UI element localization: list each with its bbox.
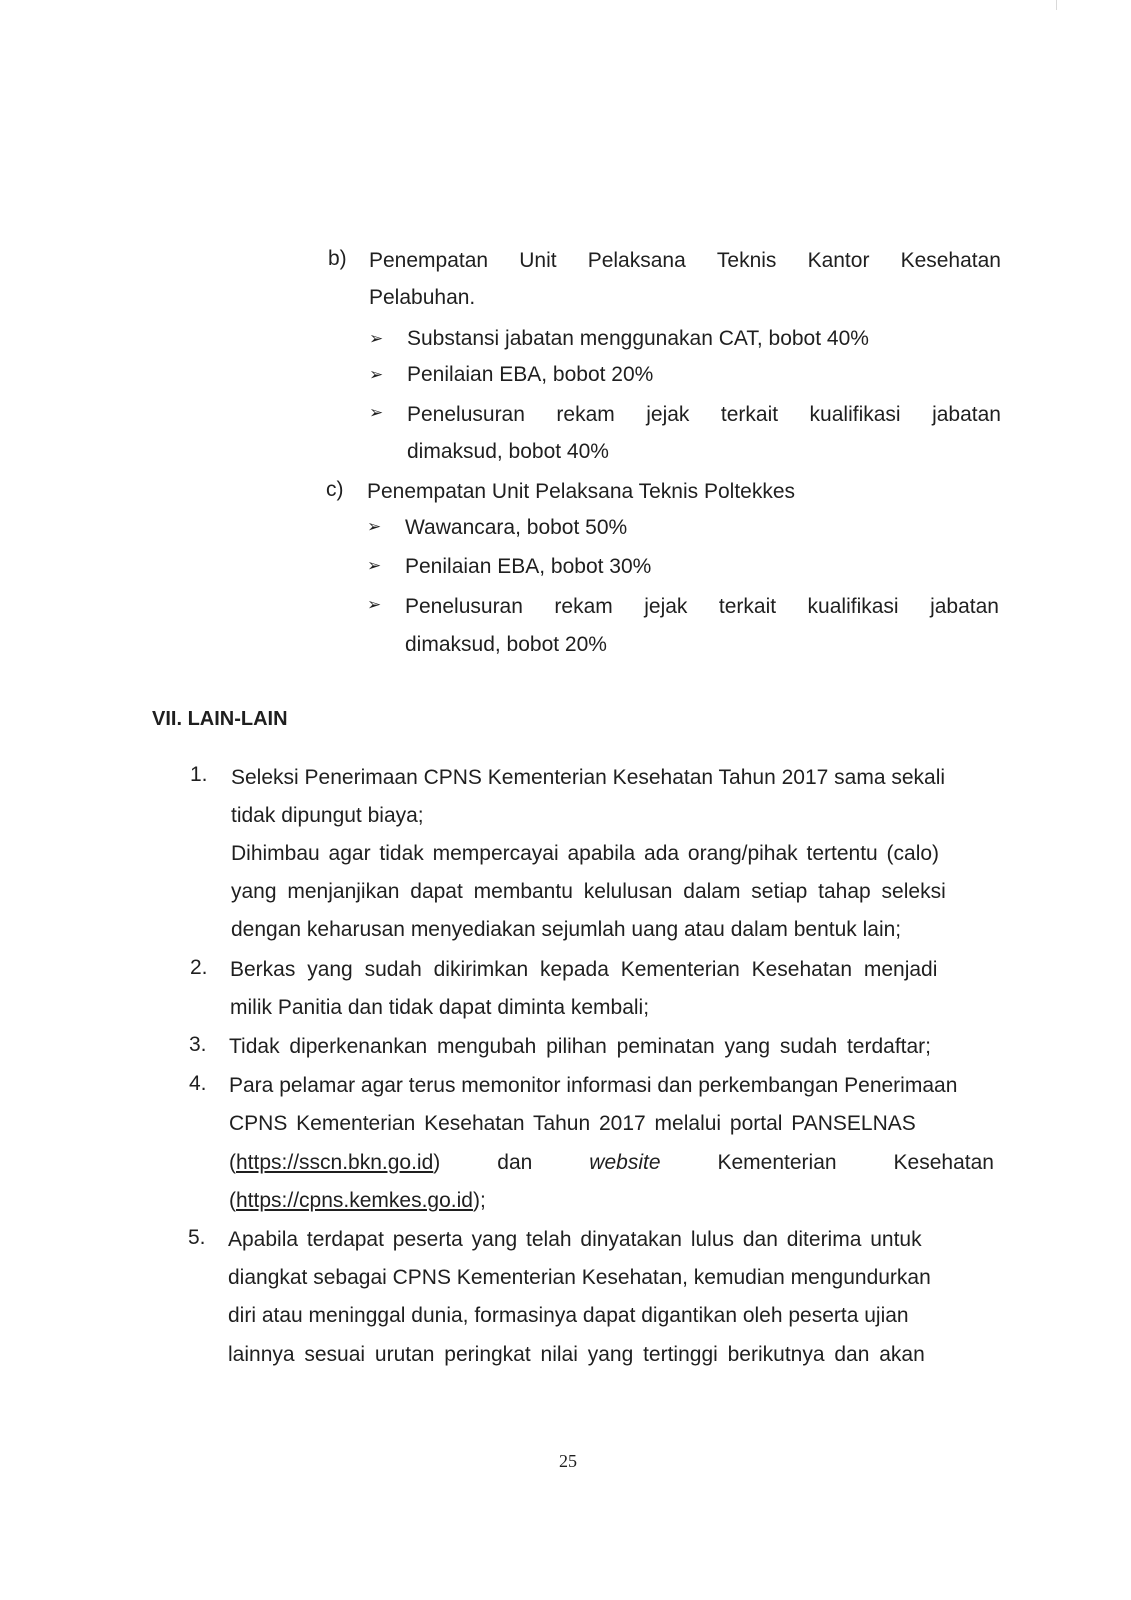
- arrow-bullet-icon: ➢: [367, 595, 382, 615]
- section-c-bullet-2: Penilaian EBA, bobot 30%: [405, 555, 652, 578]
- word: dan: [497, 1151, 533, 1174]
- section-c-title: Penempatan Unit Pelaksana Teknis Poltekkes: [367, 480, 796, 503]
- item-2-line-2: milik Panitia dan tidak dapat diminta kembali;: [230, 996, 650, 1019]
- item-4-line-4-end: );: [472, 1189, 486, 1212]
- word: Pelaksana: [587, 249, 686, 272]
- section-b-bullet-2: Penilaian EBA, bobot 20%: [407, 363, 654, 386]
- word: Penelusuran: [405, 595, 523, 618]
- word: terkait: [718, 595, 777, 618]
- section-b-title-line1: [369, 248, 1001, 274]
- arrow-bullet-icon: ➢: [369, 403, 384, 423]
- cpns-kemkes-link[interactable]: https://cpns.kemkes.go.id: [236, 1189, 473, 1212]
- item-3-line-1: Tidak diperkenankan mengubah pilihan peminatan yang sudah terdaftar;: [229, 1035, 932, 1058]
- section-b-bullet-3-line2: dimaksud, bobot 40%: [407, 440, 609, 463]
- section-c-bullet-3-line1: [405, 594, 999, 620]
- section-b-marker: b): [328, 247, 347, 270]
- section-b-bullet-3-line1: [407, 402, 1001, 428]
- link-sscn-group: (https://sscn.bkn.go.id): [229, 1151, 441, 1174]
- arrow-bullet-icon: ➢: [367, 517, 382, 537]
- word: Teknis: [716, 249, 777, 272]
- scan-edge-mark: [1056, 0, 1057, 10]
- item-5-line-4: lainnya sesuai urutan peringkat nilai yang tertinggi berikutnya dan akan: [228, 1343, 925, 1366]
- word: Kesehatan: [900, 249, 1001, 272]
- item-2-number: 2.: [190, 956, 208, 979]
- item-5-line-1: Apabila terdapat peserta yang telah dinyatakan lulus dan diterima untuk: [228, 1228, 922, 1251]
- word: Penelusuran: [407, 403, 525, 426]
- word: Unit: [519, 249, 557, 272]
- arrow-bullet-icon: ➢: [369, 329, 384, 349]
- item-1-line-1: Seleksi Penerimaan CPNS Kementerian Kesehatan Tahun 2017 sama sekali: [231, 766, 946, 789]
- sscn-link[interactable]: https://sscn.bkn.go.id: [236, 1151, 434, 1174]
- item-4-line-3: [229, 1150, 994, 1176]
- arrow-bullet-icon: ➢: [367, 556, 382, 576]
- item-1-line-3: Dihimbau agar tidak mempercayai apabila ada orang/pihak tertentu (calo): [231, 842, 940, 865]
- item-3-number: 3.: [189, 1033, 207, 1056]
- item-5-line-2: diangkat sebagai CPNS Kementerian Kesehatan, kemudian mengundurkan: [228, 1266, 931, 1289]
- word: kualifikasi: [809, 403, 901, 426]
- word-website: website: [589, 1151, 661, 1174]
- word: jabatan: [930, 595, 999, 618]
- item-1-line-4: yang menjanjikan dapat membantu kelulusan dalam setiap tahap seleksi: [231, 880, 946, 903]
- word: kualifikasi: [807, 595, 899, 618]
- item-1-line-2: tidak dipungut biaya;: [231, 804, 424, 827]
- section-c-bullet-3-line2: dimaksud, bobot 20%: [405, 633, 607, 656]
- item-4-number: 4.: [189, 1072, 207, 1095]
- item-1-number: 1.: [190, 763, 208, 786]
- arrow-bullet-icon: ➢: [369, 365, 384, 385]
- section-c-marker: c): [326, 478, 344, 501]
- word: jabatan: [932, 403, 1001, 426]
- word: rekam: [554, 595, 613, 618]
- section-b-bullet-1: Substansi jabatan menggunakan CAT, bobot 40%: [407, 327, 869, 350]
- word: jejak: [644, 595, 688, 618]
- word: Kementerian: [717, 1151, 837, 1174]
- word: Kesehatan: [893, 1151, 994, 1174]
- item-5-line-3: diri atau meninggal dunia, formasinya dapat digantikan oleh peserta ujian: [228, 1304, 909, 1327]
- word: terkait: [720, 403, 779, 426]
- section-vii-heading: VII. LAIN-LAIN: [152, 708, 288, 730]
- item-5-number: 5.: [188, 1226, 206, 1249]
- word: rekam: [556, 403, 615, 426]
- section-c-bullet-1: Wawancara, bobot 50%: [405, 516, 628, 539]
- item-2-line-1: Berkas yang sudah dikirimkan kepada Kementerian Kesehatan menjadi: [230, 958, 938, 981]
- section-b-title-line2: Pelabuhan.: [369, 286, 476, 309]
- word: Kantor: [807, 249, 870, 272]
- word: Penempatan: [369, 249, 489, 272]
- item-1-line-5: dengan keharusan menyediakan sejumlah uang atau dalam bentuk lain;: [231, 918, 902, 941]
- item-4-line-1: Para pelamar agar terus memonitor informasi dan perkembangan Penerimaan: [229, 1074, 958, 1097]
- page-number: 25: [559, 1451, 577, 1471]
- word: jejak: [646, 403, 690, 426]
- item-4-line-4: (https://cpns.kemkes.go.id);: [229, 1189, 486, 1212]
- item-4-line-2: CPNS Kementerian Kesehatan Tahun 2017 melalui portal PANSELNAS: [229, 1112, 916, 1135]
